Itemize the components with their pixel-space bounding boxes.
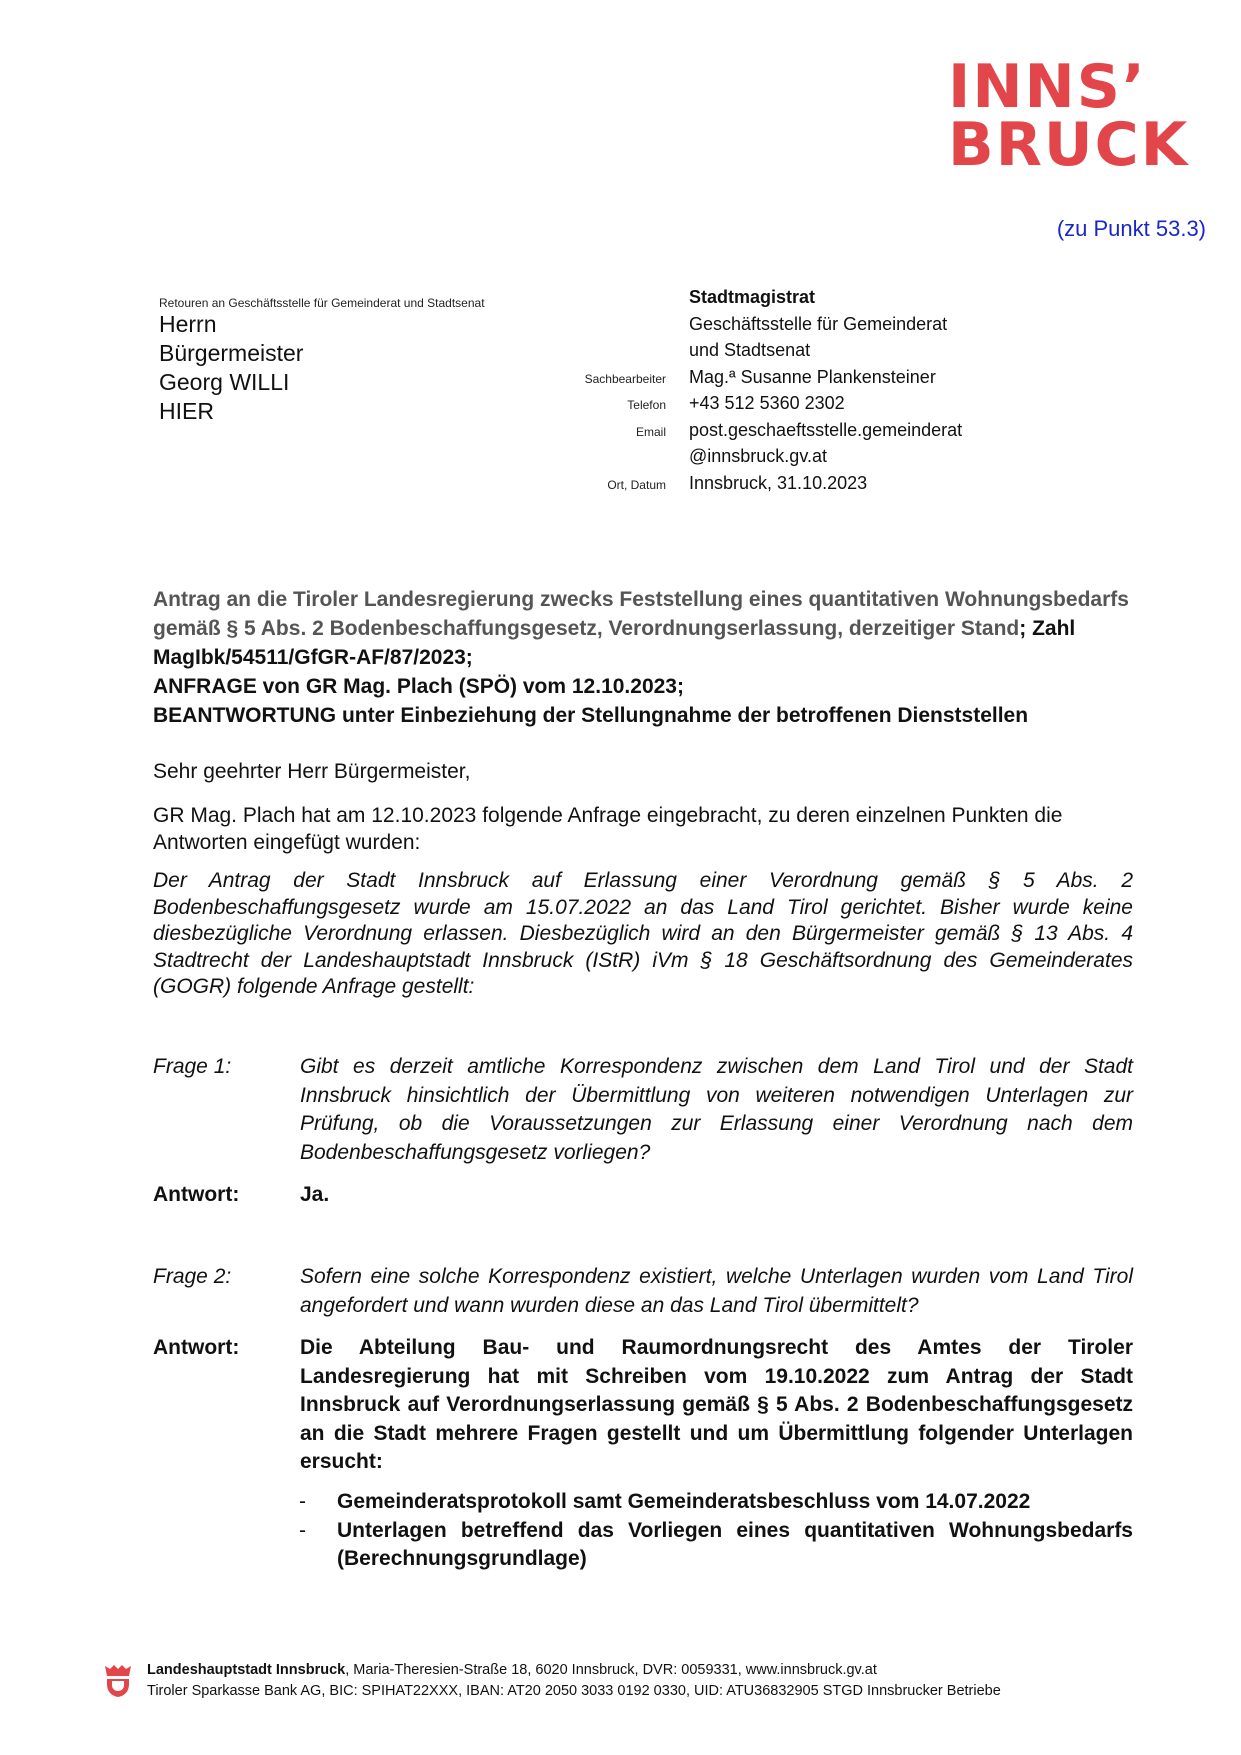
salutation: Sehr geehrter Herr Bürgermeister, xyxy=(153,760,471,783)
footer xyxy=(147,1660,1001,1702)
question-1-text: Gibt es derzeit amtliche Korrespondenz zwischen dem Land Tirol und der Stadt Innsbruck hinsichtlich der Übermittlung von weiteren notwendigen Unterlagen zur Prüfung, ob die Voraussetzungen zur Erlassung einer Verordnung nach dem Bodenbeschaffungsgesetz vorliegen? xyxy=(300,1055,1133,1164)
sender-org: Stadtmagistrat xyxy=(689,287,816,307)
question-2 xyxy=(153,1263,1133,1320)
recipient-line: HIER xyxy=(159,398,214,424)
sender-dept-1: Geschäftsstelle für Gemeinderat xyxy=(689,313,948,334)
recipient-line: Bürgermeister xyxy=(159,340,304,366)
subject-beantwortung: BEANTWORTUNG unter Einbeziehung der Stellungnahme der betroffenen Dienststellen xyxy=(153,704,1029,727)
logo-line-2: BRUCK xyxy=(948,110,1190,180)
email-line-2: @innsbruck.gv.at xyxy=(689,446,827,466)
question-2-label: Frage 2: xyxy=(153,1265,232,1288)
innsbruck-logo xyxy=(948,52,1192,180)
list-dash: - xyxy=(299,1518,306,1542)
list-item-text: Unterlagen betreffend das Vorliegen eines quantitativen Wohnungsbedarfs (Berechnungsgrundlage) xyxy=(337,1518,1133,1570)
subject-anfrage: ANFRAGE von GR Mag. Plach (SPÖ) vom 12.10.2023; xyxy=(153,675,684,698)
question-1 xyxy=(153,1053,1133,1167)
place-date: Innsbruck, 31.10.2023 xyxy=(689,472,868,493)
request-quote: Der Antrag der Stadt Innsbruck auf Erlassung einer Verordnung gemäß § 5 Abs. 2 Bodenbeschaffungsgesetz wurde am 15.07.2022 an das Land Tirol gerichtet. Bisher wurde keine diesbezügliche Verordnung erlassen. Diesbezüglich wird an den Bürgermeister gemäß § 13 Abs. 4 Stadtrecht der Landeshauptstadt Innsbruck (IStR) iVm § 18 Geschäftsordnung des Gemeinderates (GOGR) folgende Anfrage gestellt: xyxy=(153,869,1133,998)
answer-1 xyxy=(153,1181,1133,1210)
answer-2-label: Antwort: xyxy=(153,1336,240,1359)
question-2-text: Sofern eine solche Korrespondenz existiert, welche Unterlagen wurden vom Land Tirol angefordert und wann wurden diese an das Land Tirol übermittelt? xyxy=(300,1265,1133,1317)
innsbruck-crest-icon xyxy=(104,1664,132,1698)
email-label: Email xyxy=(635,424,666,439)
clerk-name: Mag.ª Susanne Plankensteiner xyxy=(689,366,936,387)
list-item-text: Gemeinderatsprotokoll samt Gemeinderatsbeschluss vom 14.07.2022 xyxy=(337,1490,1031,1513)
recipient-line: Herrn xyxy=(159,311,217,337)
answer-1-text: Ja. xyxy=(300,1183,330,1206)
agenda-point: (zu Punkt 53.3) xyxy=(1056,216,1206,241)
clerk-label: Sachbearbeiter xyxy=(584,371,666,386)
footer-address: , Maria-Theresien-Straße 18, 6020 Innsbruck, DVR: 0059331, www.innsbruck.gv.at xyxy=(345,1662,877,1678)
return-note: Retouren an Geschäftsstelle für Gemeinderat und Stadtsenat xyxy=(159,296,485,310)
list-item xyxy=(299,1488,1133,1517)
footer-name: Landeshauptstadt Innsbruck xyxy=(147,1662,346,1678)
sender-info xyxy=(560,287,1120,499)
logo-line-1: INNS’ xyxy=(948,52,1147,122)
list-dash: - xyxy=(299,1490,306,1513)
sender-dept-2: und Stadtsenat xyxy=(689,340,811,360)
subject-title: Antrag an die Tiroler Landesregierung zwecks Feststellung eines quantitativen Wohnungsbedarfs gemäß § 5 Abs. 2 Bodenbeschaffungsgesetz, Verordnungserlassung, derzeitiger Stand xyxy=(153,588,1129,640)
list-item xyxy=(299,1517,1133,1574)
email-line-1: post.geschaeftsstelle.gemeinderat xyxy=(689,419,963,440)
footer-bank: Tiroler Sparkasse Bank AG, BIC: SPIHAT22XXX, IBAN: AT20 2050 3033 0192 0330, UID: ATU36832905 STGD Innsbrucker Betriebe xyxy=(147,1683,1001,1699)
answer-1-label: Antwort: xyxy=(153,1183,240,1206)
phone-label: Telefon xyxy=(627,398,666,412)
question-1-label: Frage 1: xyxy=(153,1055,232,1078)
phone-number: +43 512 5360 2302 xyxy=(689,393,845,413)
footer-line-1 xyxy=(147,1660,1001,1681)
recipient-address xyxy=(159,310,303,426)
subject-zahl: ; Zahl MagIbk/54511/GfGR-AF/87/2023; xyxy=(153,617,1076,669)
date-label: Ort, Datum xyxy=(607,477,666,492)
intro-paragraph: GR Mag. Plach hat am 12.10.2023 folgende Anfrage eingebracht, zu deren einzelnen Punkten die Antworten eingefügt wurden: xyxy=(153,804,1063,854)
answer-2-text: Die Abteilung Bau- und Raumordnungsrecht des Amtes der Tiroler Landesregierung hat mit Schreiben vom 19.10.2022 zum Antrag der Stadt Innsbruck auf Verordnungserlassung gemäß § 5 Abs. 2 Bodenbeschaffungsgesetz an die Stadt mehrere Fragen gestellt und um Übermittlung folgender Unterlagen ersucht: xyxy=(300,1336,1133,1473)
requested-documents-list xyxy=(299,1488,1133,1574)
subject-block xyxy=(153,585,1133,730)
recipient-line: Georg WILLI xyxy=(159,369,290,395)
answer-2 xyxy=(153,1334,1133,1477)
